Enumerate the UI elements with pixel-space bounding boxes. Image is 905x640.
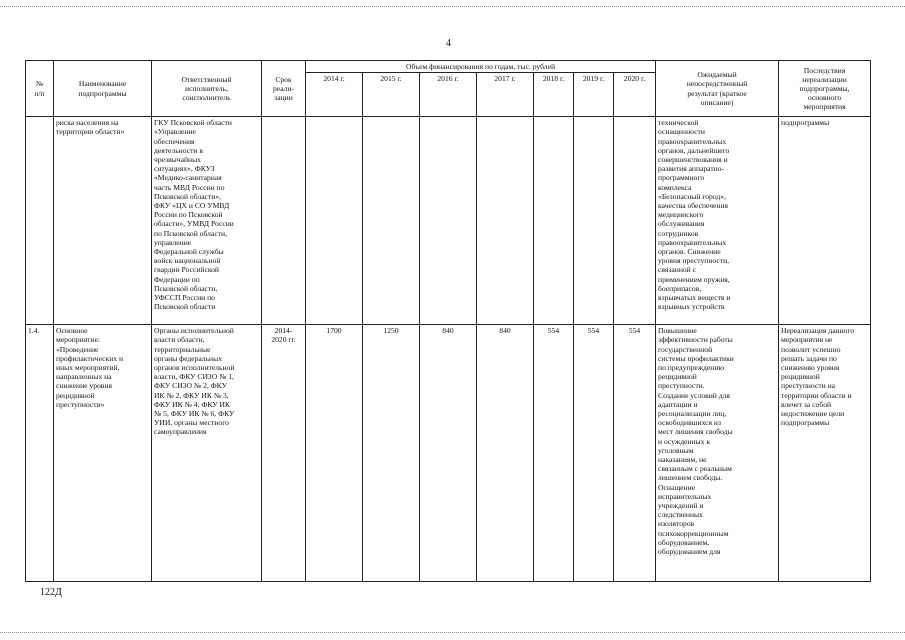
- table-row: [26, 117, 871, 325]
- row-funding-2016: 840: [420, 325, 477, 582]
- row-term: [262, 117, 306, 325]
- row-subprogram-name: Основное мероприятие: «Проведение профилактических и иных мероприятий, направленных на снижение уровня рецидивной преступности»: [54, 325, 152, 582]
- header-funding-group: Объем финансирования по годам, тыс. рублей: [306, 61, 656, 73]
- row-funding-2018: [534, 117, 574, 325]
- row-funding-2020: [614, 117, 656, 325]
- row-funding-2014: [306, 117, 363, 325]
- row-consequences: подпрограммы: [779, 117, 871, 325]
- row-funding-2015: [363, 117, 420, 325]
- row-funding-2017: 840: [477, 325, 534, 582]
- header-year-2015: 2015 г.: [363, 73, 420, 117]
- row-consequences: Нереализация данного мероприятия не позволит успешно решать задачи по снижению уровня рецидивной преступности на территории области и влечет за собой недостижение цели подпрограммы: [779, 325, 871, 582]
- header-consequences: Последствия нереализации подпрограммы, основного мероприятия: [779, 61, 871, 117]
- header-year-2017: 2017 г.: [477, 73, 534, 117]
- page-number: 4: [446, 38, 451, 49]
- header-year-2016: 2016 г.: [420, 73, 477, 117]
- row-expected-result: технической оснащенности правоохранительных органов, дальнейшего совершенствования и развития аппаратно- программного комплекса «Безопасный город», качества обеспечения медицинского обслуживания сотрудников правоохранительных органов. Снижение уровня преступности, связанной с применением оружия, боеприпасов, взрывчатых веществ и взрывных устройств: [656, 117, 779, 325]
- scan-edge-top: [0, 6, 905, 7]
- header-year-2014: 2014 г.: [306, 73, 363, 117]
- subprogram-table: [25, 60, 871, 582]
- header-subprogram-name: Наименование подпрограммы: [54, 61, 152, 117]
- row-executor: Органы исполнительной власти области, территориальные органы федеральных органов исполнительной власти, ФКУ СИЗО № 1, ФКУ СИЗО № 2, ФКУ ИК № 2, ФКУ ИК № 3, ФКУ ИК № 4, ФКУ ИК № 5, ФКУ ИК № 6, ФКУ УИИ, органы местного самоуправления: [152, 325, 262, 582]
- header-year-2018: 2018 г.: [534, 73, 574, 117]
- row-num: 1.4.: [26, 325, 54, 582]
- row-funding-2016: [420, 117, 477, 325]
- row-funding-2015: 1250: [363, 325, 420, 582]
- header-year-2019: 2019 г.: [574, 73, 614, 117]
- row-funding-2018: 554: [534, 325, 574, 582]
- row-funding-2014: 1700: [306, 325, 363, 582]
- header-term: Срок реали- зации: [262, 61, 306, 117]
- row-num: [26, 117, 54, 325]
- row-funding-2020: 554: [614, 325, 656, 582]
- header-expected-result: Ожидаемый непосредственный результат (краткое описание): [656, 61, 779, 117]
- row-executor: ГКУ Псковской области «Управление обеспечения деятельности в чрезвычайных ситуациях», ФКУЗ «Медико-санитарная часть МВД России по Псковской области», ФКУ «ЦХ и СО УМВД России по Псковской области», УМВД России по Псковской области, управление Федеральной службы войск национальной гвардии Российской Федерации по Псковской области, УФССП России по Псковской области: [152, 117, 262, 325]
- row-funding-2019: [574, 117, 614, 325]
- row-term: 2014- 2020 гг.: [262, 325, 306, 582]
- header-executor: Ответственный исполнитель, соисполнитель: [152, 61, 262, 117]
- row-subprogram-name: риска населения на территории области»: [54, 117, 152, 325]
- scan-edge-bottom: [0, 632, 905, 633]
- row-funding-2019: 554: [574, 325, 614, 582]
- row-funding-2017: [477, 117, 534, 325]
- footer-code: 122Д: [40, 587, 62, 598]
- row-expected-result: Повышение эффективности работы государственной системы профилактики по предупреждению рецидивной преступности. Создание условий для адаптации и ресоциализации лиц, освободившихся из мест лишения свободы и осужденных к уголовным наказаниям, не связанным с реальным лишением свободы. Оснащение исправительных учреждений и следственных изоляторов психокоррекционным оборудованием, оборудованием для: [656, 325, 779, 582]
- table-row: [26, 325, 871, 582]
- header-year-2020: 2020 г.: [614, 73, 656, 117]
- header-num: № п/п: [26, 61, 54, 117]
